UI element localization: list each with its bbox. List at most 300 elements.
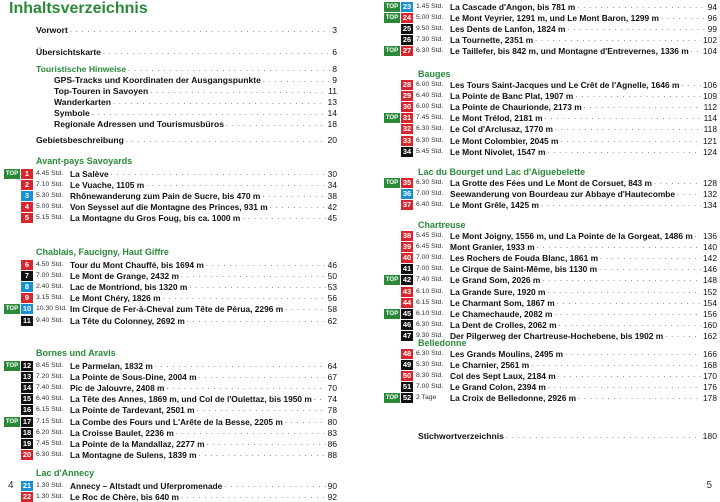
toc-entry[interactable] — [54, 75, 337, 86]
leader-dots — [176, 428, 326, 438]
toc-page: 20 — [327, 135, 337, 145]
toc-label: Top-Touren in Savoyen — [54, 86, 149, 96]
tour-entry[interactable] — [384, 320, 717, 330]
tour-page: 70 — [327, 383, 337, 394]
tour-title: Le Mont Veyrier, 1291 m, und Le Mont Baron, 1299 m — [450, 13, 659, 24]
top-badge: TOP — [385, 4, 399, 10]
tour-page: 56 — [327, 293, 337, 304]
tour-page: 99 — [707, 24, 717, 35]
tour-page: 118 — [703, 124, 717, 135]
tour-entry[interactable] — [384, 189, 717, 199]
tour-entry[interactable] — [384, 113, 717, 123]
tour-title: Le Mont Chéry, 1826 m — [70, 293, 161, 304]
leader-dots — [578, 393, 701, 403]
leader-dots — [263, 75, 330, 86]
tour-title: La Croix de Belledonne, 2926 m — [450, 393, 577, 404]
leader-dots — [70, 25, 330, 36]
tour-entry[interactable] — [4, 450, 337, 460]
tour-entry[interactable] — [4, 492, 337, 502]
tour-duration: 10.30 Std. — [36, 305, 67, 313]
leader-dots — [545, 113, 702, 123]
tour-entry[interactable] — [384, 242, 717, 252]
toc-label: GPS-Tracks und Koordinaten der Ausgangspunkte — [54, 75, 261, 85]
leader-dots — [207, 439, 326, 449]
toc-label: Übersichtskarte — [36, 47, 101, 57]
tour-title: Le Mont de Grange, 2432 m — [70, 271, 179, 282]
tour-number-badge: 11 — [21, 316, 33, 326]
tour-entry[interactable] — [384, 287, 717, 297]
tour-page: 178 — [703, 393, 717, 404]
leader-dots — [128, 64, 330, 75]
tour-title: La Montagne du Gros Foug, bis ca. 1000 m — [70, 213, 241, 224]
tour-duration: 7.10 Std. — [36, 181, 64, 189]
tour-number-badge: 7 — [21, 271, 33, 281]
tour-title: Seewanderung von Bourdeau zur Abbaye d'Hautecombe — [450, 189, 676, 200]
section-heading: Bornes und Aravis — [36, 348, 116, 358]
leader-dots — [199, 450, 326, 460]
tour-number-badge: 5 — [21, 213, 33, 223]
tour-page: 156 — [703, 308, 717, 319]
tour-title: Mont Granier, 1933 m — [450, 242, 535, 253]
section-heading: Bauges — [418, 69, 451, 79]
leader-dots — [242, 213, 325, 223]
tour-duration: 4.45 Std. — [36, 170, 64, 177]
leader-dots — [206, 260, 326, 270]
leader-dots — [558, 371, 701, 381]
tour-number-badge: 35 — [402, 178, 412, 187]
tour-page: 74 — [327, 394, 337, 405]
tour-page: 88 — [327, 449, 337, 460]
tour-number-badge: 46 — [402, 319, 412, 329]
leader-dots — [199, 372, 326, 382]
tour-entry[interactable] — [4, 260, 337, 270]
tour-title: Le Parmelan, 1832 m — [70, 361, 153, 371]
leader-dots — [560, 136, 701, 146]
leader-dots — [531, 360, 701, 370]
section-heading: Chartreuse — [418, 220, 466, 230]
tour-number-badge: 36 — [402, 189, 412, 199]
tour-entry[interactable] — [4, 316, 337, 326]
tour-title: La Pointe de Sous-Dine, 2004 m — [70, 372, 197, 383]
top-badge: TOP — [385, 48, 399, 55]
tour-page: 92 — [327, 492, 337, 502]
tour-number-badge: 34 — [402, 146, 412, 156]
tour-title: La Tournette, 2351 m — [450, 35, 534, 46]
tour-duration: 6.30 Std. — [416, 47, 444, 55]
tour-title: Les Dents de Lanfon, 1824 m — [450, 24, 566, 35]
tour-number-badge: 26 — [402, 35, 412, 45]
tour-page: 128 — [703, 178, 717, 188]
tour-page: 67 — [327, 372, 337, 383]
toc-entry[interactable] — [36, 25, 337, 36]
tour-entry[interactable] — [4, 180, 337, 190]
tour-page: 140 — [703, 242, 717, 253]
tour-number-badge: 15 — [22, 394, 32, 404]
leader-dots — [599, 264, 701, 274]
tour-number-badge: 13 — [22, 372, 32, 382]
tour-title: La Croisse Baulet, 2236 m — [70, 427, 174, 438]
tour-duration: 6.40 Std. — [416, 201, 444, 209]
tour-title: La Salève — [70, 169, 109, 179]
leader-dots — [150, 86, 326, 97]
tour-number-badge: 21 — [22, 481, 32, 490]
tour-duration: 9.40 Std. — [36, 316, 64, 324]
leader-dots — [661, 13, 706, 23]
tour-title: La Tête des Annes, 1869 m, und Col de l'Oulettaz, bis 1950 m — [70, 394, 312, 405]
top-badge: TOP — [5, 171, 19, 177]
tour-duration: 2 Tage — [416, 394, 437, 402]
leader-dots — [600, 253, 701, 263]
tour-entry[interactable] — [384, 24, 717, 34]
tour-number-badge: 30 — [402, 102, 412, 112]
leader-dots — [197, 405, 326, 415]
leader-dots — [559, 320, 701, 330]
toc-entry[interactable] — [54, 86, 337, 97]
tour-page: 90 — [327, 481, 337, 491]
tour-duration: 7.45 Std. — [36, 439, 64, 447]
tour-page: 132 — [703, 189, 717, 200]
tour-title: La Pointe de Chaurionde, 2173 m — [450, 102, 582, 113]
tour-duration: 6.30 Std. — [416, 136, 444, 144]
leader-dots — [181, 271, 326, 281]
tour-duration: 8.30 Std. — [416, 372, 444, 380]
tour-entry[interactable] — [4, 304, 337, 314]
tour-duration: 5.30 Std. — [36, 192, 64, 200]
tour-number-badge: 23 — [402, 2, 412, 11]
tour-entry[interactable] — [4, 282, 337, 292]
tour-title: La Tête du Colonney, 2692 m — [70, 315, 185, 326]
tour-duration: 7.00 Std. — [416, 265, 444, 273]
tour-entry[interactable] — [4, 439, 337, 449]
toc-page: 9 — [332, 75, 337, 85]
top-badge: TOP — [385, 15, 399, 22]
tour-entry[interactable] — [4, 169, 337, 179]
leader-dots — [547, 287, 701, 297]
top-badge: TOP — [385, 277, 399, 284]
tour-number-badge: 24 — [402, 13, 412, 23]
tour-number-badge: 32 — [402, 124, 412, 134]
tour-page: 112 — [703, 102, 717, 113]
tour-entry[interactable] — [384, 80, 717, 90]
leader-dots — [547, 147, 701, 157]
leader-dots — [541, 200, 701, 210]
tour-duration: 6.10 Std. — [416, 287, 444, 295]
tour-title: Les Tours Saint-Jacques und Le Crêt de l'Agnelle, 1646 m — [450, 80, 680, 90]
toc-page: 13 — [327, 97, 337, 107]
tour-title: La Dent de Crolles, 2062 m — [450, 319, 557, 330]
tour-title: Les Rochers de Fouda Blanc, 1861 m — [450, 253, 599, 264]
right-page — [360, 0, 720, 491]
leader-dots — [506, 431, 701, 442]
leader-dots — [226, 119, 325, 130]
leader-dots — [554, 309, 701, 319]
toc-label: Vorwort — [36, 25, 68, 35]
tour-page: 114 — [703, 113, 717, 124]
tour-page: 78 — [327, 405, 337, 416]
tour-number-badge: 8 — [21, 282, 33, 292]
tour-page: 53 — [327, 282, 337, 293]
tour-page: 142 — [703, 253, 717, 264]
leader-dots — [285, 304, 326, 314]
leader-dots — [548, 382, 701, 392]
tour-page: 162 — [703, 330, 717, 341]
tour-entry[interactable] — [384, 360, 717, 370]
index-page: 180 — [702, 431, 717, 441]
tour-title: Lac de Montriond, bis 1320 m — [70, 282, 188, 293]
leader-dots — [314, 394, 326, 404]
tour-duration: 6.30 Std. — [416, 350, 444, 357]
tour-duration: 7.30 Std. — [416, 36, 444, 44]
tour-duration: 7.40 Std. — [36, 384, 64, 392]
tour-page: 154 — [703, 297, 717, 308]
tour-duration: 6.45 Std. — [416, 243, 444, 251]
toc-entry[interactable] — [36, 47, 337, 58]
tour-entry[interactable] — [4, 361, 337, 371]
tour-page: 134 — [703, 200, 717, 211]
toc-entry[interactable] — [36, 64, 337, 75]
section-heading: Belledonne — [418, 338, 467, 348]
leader-dots — [146, 180, 325, 190]
leader-dots — [654, 178, 701, 188]
tour-number-badge: 25 — [402, 24, 412, 34]
tour-title: Col des Sept Laux, 2184 m — [450, 371, 556, 382]
tour-entry[interactable] — [384, 309, 717, 319]
tour-page: 80 — [327, 416, 337, 427]
leader-dots — [163, 293, 326, 303]
tour-title: Le Charnier, 2561 m — [450, 360, 530, 371]
tour-entry[interactable] — [384, 231, 717, 241]
toc-label: Touristische Hinweise — [36, 64, 127, 74]
tour-entry[interactable] — [384, 253, 717, 263]
tour-duration: 6.30 Std. — [416, 320, 444, 328]
tour-entry[interactable] — [384, 2, 717, 12]
tour-title: Le Col d'Arclusaz, 1770 m — [450, 124, 553, 135]
tour-entry[interactable] — [4, 481, 337, 491]
tour-title: Le Mont Joigny, 1556 m, und La Pointe de la Gorgeat, 1486 m — [450, 231, 693, 241]
tour-title: La Combe des Fours und L'Arête de la Besse, 2205 m — [70, 416, 283, 427]
tour-number-badge: 41 — [402, 264, 412, 274]
tour-entry[interactable] — [384, 393, 717, 403]
page-number: 5 — [706, 480, 712, 491]
toc-page: 18 — [327, 119, 337, 129]
tour-entry[interactable] — [4, 372, 337, 382]
section-heading: Avant-pays Savoyards — [36, 156, 133, 166]
leader-dots — [285, 417, 326, 427]
tour-duration: 6.40 Std. — [36, 395, 64, 403]
tour-duration: 6.30 Std. — [416, 179, 444, 186]
leader-dots — [262, 191, 325, 201]
toc-entry[interactable] — [54, 119, 337, 130]
tour-page: 30 — [327, 169, 337, 179]
tour-page: 109 — [703, 91, 717, 102]
tour-page: 170 — [703, 371, 717, 382]
tour-number-badge: 19 — [22, 438, 32, 448]
tour-page: 136 — [703, 231, 717, 241]
toc-entry[interactable] — [36, 135, 337, 146]
tour-duration: 7.40 Std. — [416, 276, 444, 284]
tour-number-badge: 3 — [21, 191, 33, 201]
tour-entry[interactable] — [384, 124, 717, 134]
tour-number-badge: 20 — [22, 449, 32, 459]
page-title: Inhaltsverzeichnis — [9, 0, 148, 17]
tour-duration: 7.15 Std. — [36, 417, 64, 425]
tour-page: 168 — [703, 360, 717, 371]
tour-number-badge: 48 — [402, 349, 412, 358]
tour-number-badge: 27 — [402, 46, 412, 56]
tour-entry[interactable] — [4, 383, 337, 393]
leader-dots — [584, 102, 702, 112]
tour-number-badge: 39 — [402, 242, 412, 252]
tour-title: La Pointe de la Mandallaz, 2277 m — [70, 438, 205, 449]
toc-entry[interactable] — [54, 108, 337, 119]
toc-label: Symbole — [54, 108, 90, 118]
tour-entry[interactable] — [4, 191, 337, 201]
tour-entry[interactable] — [384, 200, 717, 210]
tour-duration: 6.30 Std. — [36, 450, 64, 458]
tour-title: Le Mont Nivolet, 1547 m — [450, 146, 546, 157]
tour-duration: 1.45 Std. — [416, 3, 444, 10]
tour-duration: 6.00 Std. — [416, 81, 444, 88]
tour-number-badge: 38 — [402, 231, 412, 240]
leader-dots — [577, 2, 705, 12]
tour-entry[interactable] — [384, 91, 717, 101]
tour-entry[interactable] — [4, 271, 337, 281]
tour-duration: 4.50 Std. — [36, 261, 64, 268]
tour-duration: 5.45 Std. — [416, 147, 444, 155]
tour-duration: 1.30 Std. — [36, 482, 64, 489]
tour-page: 94 — [707, 2, 717, 12]
tour-duration: 6.00 Std. — [416, 103, 444, 111]
tour-number-badge: 16 — [22, 405, 32, 415]
tour-entry[interactable] — [4, 428, 337, 438]
tour-page: 64 — [327, 361, 337, 371]
tour-number-badge: 12 — [22, 361, 32, 370]
tour-entry[interactable] — [384, 264, 717, 274]
tour-duration: 6.30 Std. — [416, 125, 444, 133]
toc-page: 6 — [332, 47, 337, 57]
tour-number-badge: 37 — [402, 200, 412, 210]
tour-number-badge: 51 — [402, 382, 412, 392]
tour-entry[interactable] — [384, 178, 717, 188]
tour-title: La Grotte des Fées und Le Mont de Corsuet, 843 m — [450, 178, 652, 188]
tour-duration: 5.00 Std. — [416, 14, 444, 22]
tour-entry[interactable] — [4, 405, 337, 415]
tour-duration: 6.20 Std. — [36, 428, 64, 436]
top-badge: TOP — [385, 180, 399, 186]
tour-duration: 7.00 Std. — [416, 383, 444, 391]
tour-duration: 5.15 Std. — [36, 214, 64, 222]
leader-dots — [113, 97, 325, 108]
tour-duration: 2.40 Std. — [36, 283, 64, 291]
leader-dots — [270, 202, 326, 212]
tour-number-badge: 47 — [402, 330, 412, 340]
tour-entry[interactable] — [384, 102, 717, 112]
tour-entry[interactable] — [4, 213, 337, 223]
tour-entry[interactable] — [4, 202, 337, 212]
page-number: 4 — [8, 480, 14, 491]
tour-entry[interactable] — [384, 382, 717, 392]
toc-page: 3 — [332, 25, 337, 35]
tour-title: Le Mont Trélod, 2181 m — [450, 113, 543, 124]
tour-entry[interactable] — [4, 417, 337, 427]
toc-label: Gebietsbeschreibung — [36, 135, 124, 145]
tour-page: 121 — [703, 135, 717, 146]
tour-page: 42 — [327, 202, 337, 213]
leader-dots — [565, 349, 701, 359]
tour-duration: 7.45 Std. — [416, 114, 444, 122]
tour-page: 148 — [703, 275, 717, 286]
tour-number-badge: 6 — [21, 260, 33, 270]
tour-page: 166 — [703, 349, 717, 359]
leader-dots — [126, 135, 326, 146]
tour-entry[interactable] — [384, 371, 717, 381]
tour-title: Pic de Jalouvre, 2408 m — [70, 383, 165, 394]
tour-entry[interactable] — [384, 35, 717, 45]
tour-number-badge: 2 — [21, 180, 33, 190]
tour-page: 34 — [327, 180, 337, 191]
top-badge: TOP — [385, 115, 399, 122]
tour-entry[interactable] — [384, 349, 717, 359]
tour-title: Le Vuache, 1105 m — [70, 180, 145, 191]
tour-duration: 6.15 Std. — [416, 298, 444, 306]
tour-entry[interactable] — [4, 293, 337, 303]
tour-page: 160 — [703, 319, 717, 330]
tour-duration: 6.15 Std. — [36, 406, 64, 414]
tour-title: Von Seyssel auf die Montagne des Princes, 931 m — [70, 202, 268, 213]
leader-dots — [677, 189, 701, 199]
tour-entry[interactable] — [384, 136, 717, 146]
tour-number-badge: 49 — [402, 360, 412, 370]
leader-dots — [224, 481, 325, 491]
tour-number-badge: 44 — [402, 297, 412, 307]
tour-number-badge: 43 — [402, 286, 412, 296]
tour-page: 86 — [327, 438, 337, 449]
tour-number-badge: 4 — [21, 202, 33, 212]
tour-title: Les Grands Moulins, 2495 m — [450, 349, 564, 359]
tour-page: 45 — [327, 213, 337, 224]
tour-number-badge: 40 — [402, 253, 412, 263]
leader-dots — [103, 47, 330, 58]
tour-entry[interactable] — [384, 298, 717, 308]
top-badge: TOP — [5, 306, 19, 313]
tour-duration: 9.30 Std. — [416, 331, 444, 339]
toc-label: Regionale Adressen und Tourismusbüros — [54, 119, 224, 129]
leader-dots — [111, 169, 326, 179]
tour-title: Le Mont Grêle, 1425 m — [450, 200, 539, 211]
tour-entry[interactable] — [4, 394, 337, 404]
leader-dots — [542, 275, 701, 285]
toc-label: Wanderkarten — [54, 97, 111, 107]
tour-title: Le Charmant Som, 1867 m — [450, 297, 555, 308]
tour-duration: 8.45 Std. — [36, 362, 64, 369]
tour-entry[interactable] — [384, 147, 717, 157]
toc-entry[interactable] — [418, 431, 717, 442]
tour-duration: 7.20 Std. — [36, 373, 64, 381]
tour-entry[interactable] — [384, 275, 717, 285]
tour-number-badge: 17 — [22, 416, 32, 426]
tour-title: La Montagne de Sulens, 1839 m — [70, 449, 197, 460]
tour-title: Le Taillefer, bis 842 m, und Montagne d'Entrevernes, 1336 m — [450, 46, 689, 57]
tour-number-badge: 52 — [402, 393, 412, 403]
toc-entry[interactable] — [54, 97, 337, 108]
tour-page: 62 — [327, 315, 337, 326]
tour-entry[interactable] — [384, 13, 717, 23]
toc-page: 8 — [332, 64, 337, 74]
leader-dots — [555, 124, 702, 134]
tour-title: Der Pilgerweg der Chartreuse-Hochebene, bis 1902 m — [450, 330, 664, 341]
tour-title: La Grande Sure, 1920 m — [450, 286, 546, 297]
tour-entry[interactable] — [384, 46, 717, 56]
